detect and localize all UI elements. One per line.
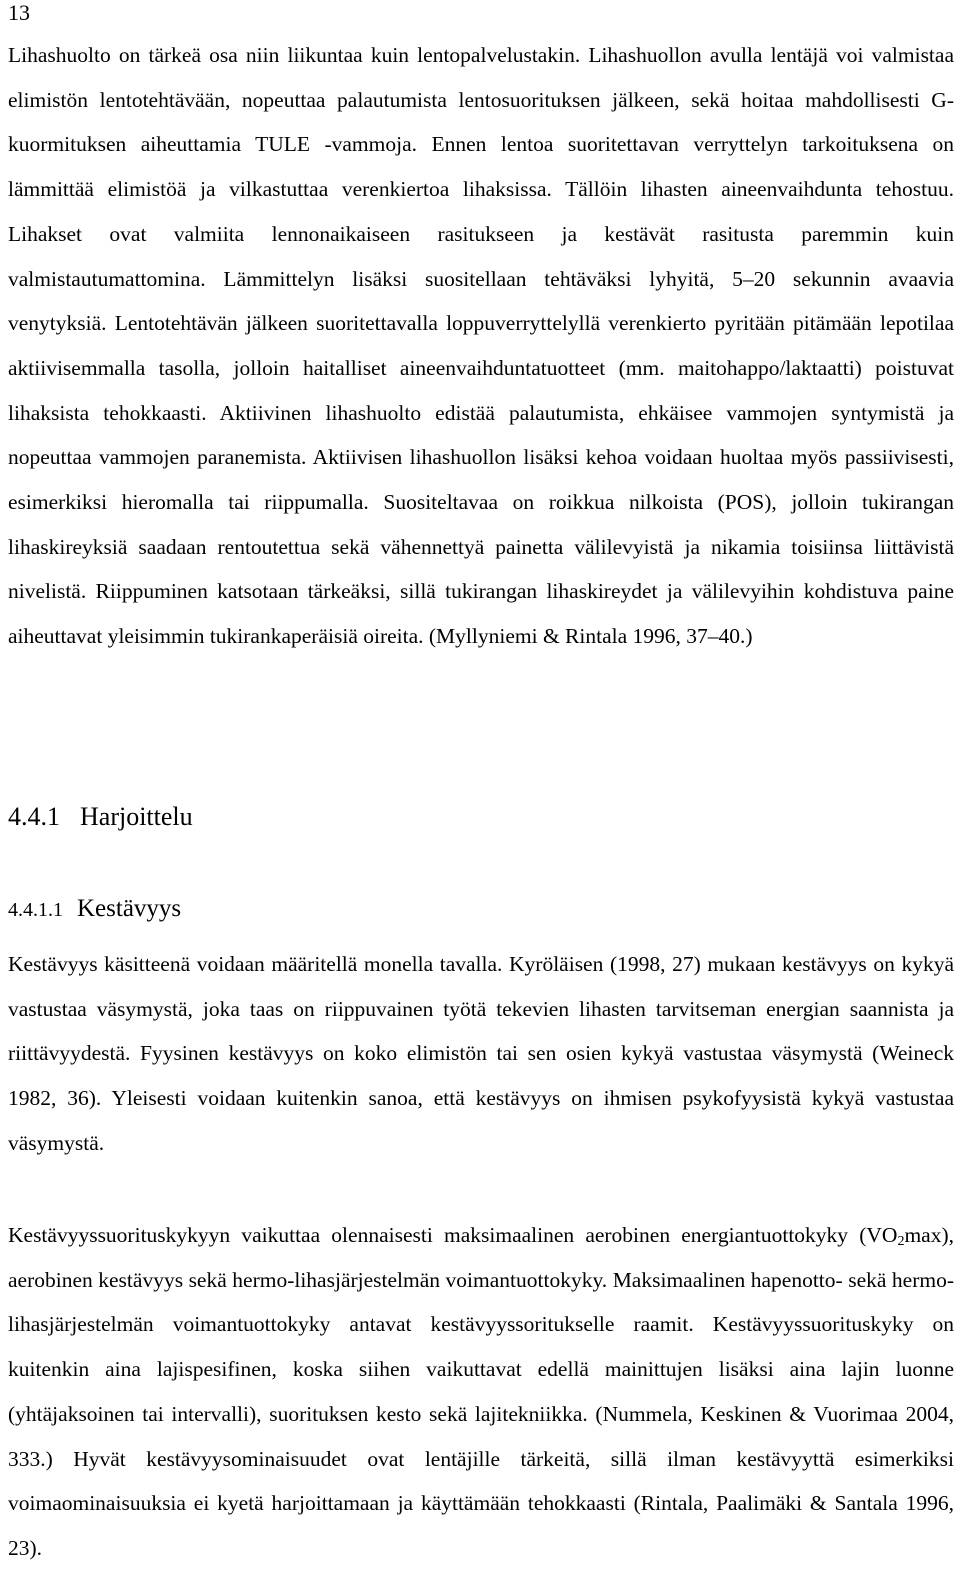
- page-number: 13: [8, 0, 30, 25]
- paragraph-muscle-care: Lihashuolto on tärkeä osa niin liikuntaa kuin lentopalvelustakin. Lihashuollon avulla lentäjä voi valmistaa elimistön lentotehtävään, nopeuttaa palautumista lentosuorituksen jälkeen, sekä hoitaa mahdollisesti G-kuormituksen aiheuttamia TULE -vammoja. Ennen lentoa suoritettavan verryttelyn tarkoituksena on lämmittää elimistöä ja vilkastuttaa verenkiertoa lihaksissa. Tällöin lihasten aineenvaihdunta tehostuu. Lihakset ovat valmiita lennonaikaiseen rasitukseen ja kestävät rasitusta paremmin kuin valmistautumattomina. Lämmittelyn lisäksi suositellaan tehtäväksi lyhyitä, 5–20 sekunnin avaavia venytyksiä. Lentotehtävän jälkeen suoritettavalla loppuverryttelyllä verenkierto pyritään pitämään lepotilaa aktiivisemmalla tasolla, jolloin haitalliset aineenvaihduntatuotteet (mm. maitohappo/laktaatti) poistuvat lihaksista tehokkaasti. Aktiivinen lihashuolto edistää palautumista, ehkäisee vammojen syntymistä ja nopeuttaa vammojen paranemista. Aktiivisen lihashuollon lisäksi kehoa voidaan huoltaa myös passiivisesti, esimerkiksi hieromalla tai riippumalla. Suositeltavaa on roikkua nilkoista (POS), jolloin tukirangan lihaskireyksiä saadaan rentoutettua sekä vähennettyä painetta välilevyistä ja nikamia toisiinsa liittävistä nivelistä. Riippuminen katsotaan tärkeäksi, sillä tukirangan lihaskireydet ja välilevyihin kohdistuva paine aiheuttavat yleisimmin tukirankaperäisiä oireita. (Myllyniemi & Rintala 1996, 37–40.): [8, 43, 954, 649]
- paragraph-endurance-definition: Kestävyys käsitteenä voidaan määritellä monella tavalla. Kyröläisen (1998, 27) mukaan kestävyys on kykyä vastustaa väsymystä, joka taas on riippuvainen työtä tekevien lihasten tarvitseman energian saannista ja riittävyydestä. Fyysinen kestävyys on koko elimistön tai sen osien kykyä vastustaa väsymystä (Weineck 1982, 36). Yleisesti voidaan kuitenkin sanoa, että kestävyys on ihmisen psykofyysistä kykyä vastustaa väsymystä.: [8, 952, 954, 1155]
- section-title: Harjoittelu: [80, 802, 193, 831]
- section-number: 4.4.1: [8, 802, 60, 831]
- paragraph-text-start: Kestävyyssuorituskykyyn vaikuttaa olennaisesti maksimaalinen aerobinen energiantuottokyky (VO: [8, 1223, 898, 1247]
- paragraph-text-rest: max), aerobinen kestävyys sekä hermo-lihasjärjestelmän voimantuottokyky. Maksimaalinen hapenotto- sekä hermo-lihasjärjestelmän voimantuottokyky antavat kestävyyssoritukselle raamit. Kestävyyssuorituskyky on kuitenkin aina lajispesifinen, koska siihen vaikuttavat edellä mainittujen lisäksi aina lajin luonne (yhtäjaksoinen tai intervalli), suorituksen kesto sekä lajitekniikka. (Nummela, Keskinen & Vuorimaa 2004, 333.) Hyvät kestävyysominaisuudet ovat lentäjille tärkeitä, sillä ilman kestävyyttä esimerkiksi voimaominaisuuksia ei kyetä harjoittamaan ja käyttämään tehokkaasti (Rintala, Paalimäki & Santala 1996, 23).: [8, 1223, 954, 1560]
- subscript-2: 2: [897, 1234, 905, 1249]
- subsection-heading-endurance: [8, 893, 181, 926]
- subsection-title: Kestävyys: [77, 895, 182, 922]
- section-heading-training: [8, 800, 193, 834]
- subsection-number: 4.4.1.1: [8, 899, 63, 921]
- paragraph-endurance-performance: [8, 1213, 954, 1571]
